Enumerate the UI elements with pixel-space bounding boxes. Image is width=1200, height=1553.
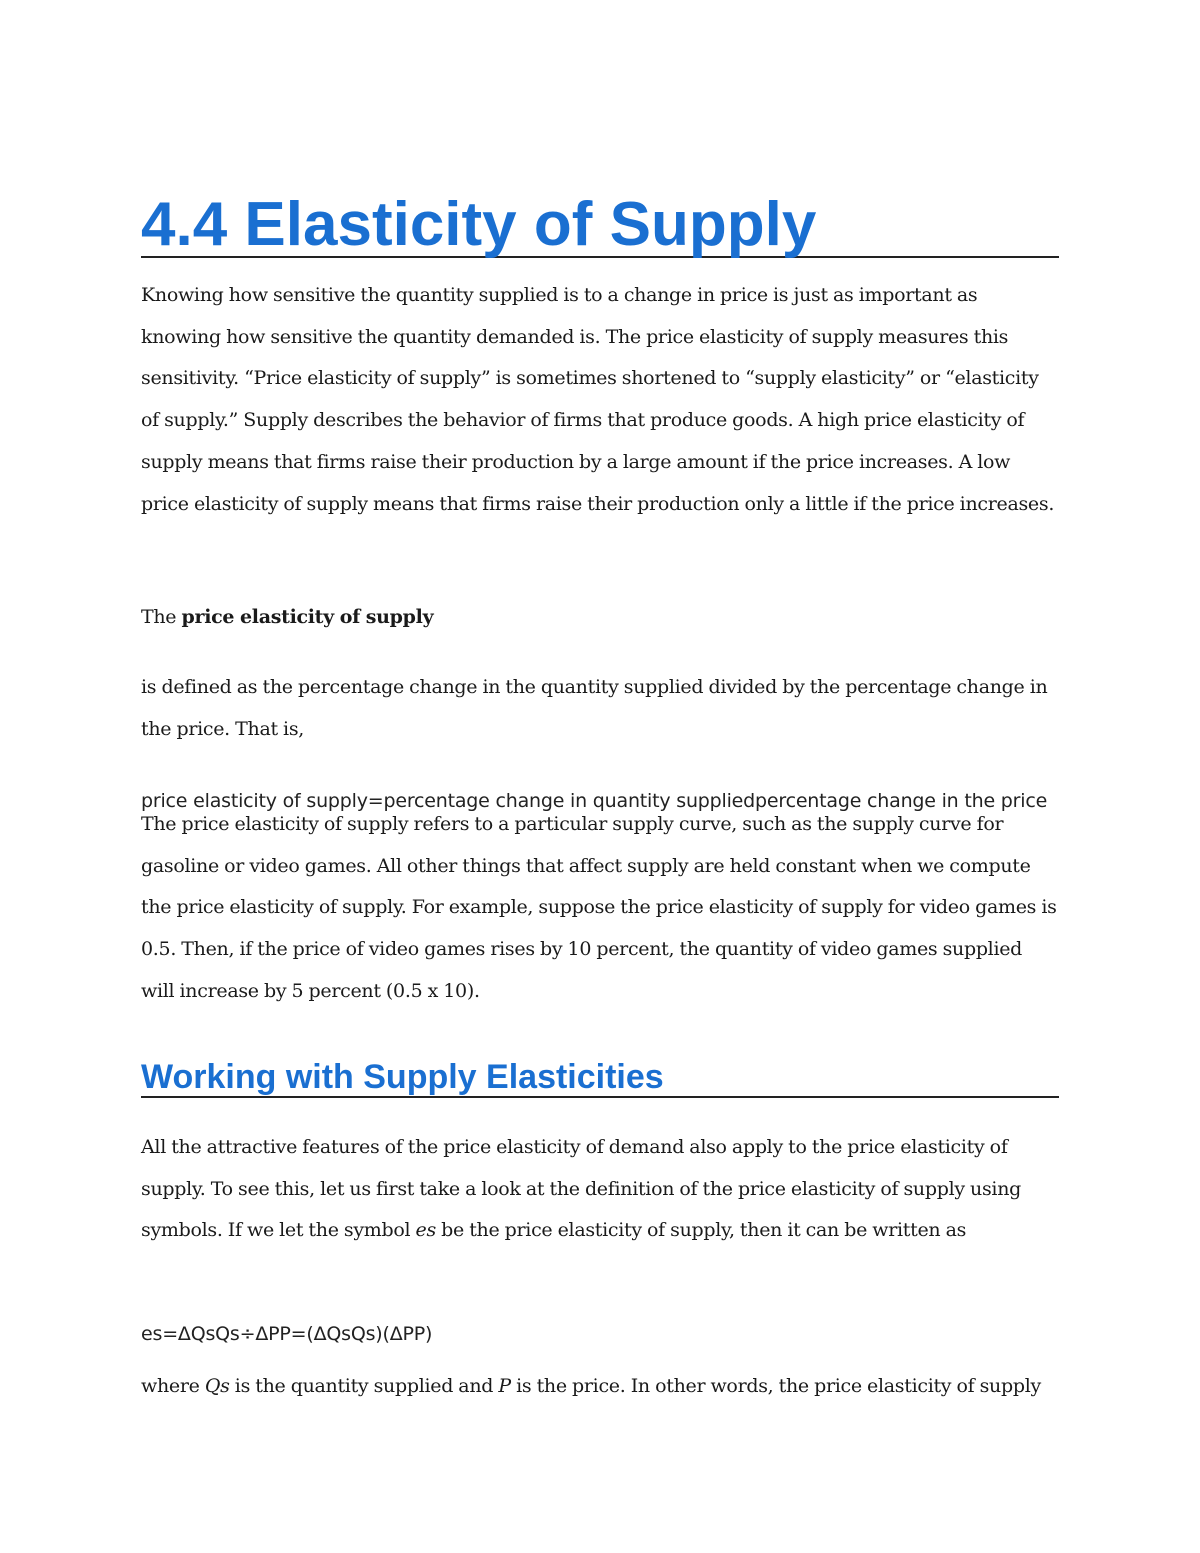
where-text-a: where bbox=[141, 1375, 205, 1397]
intro-paragraph: Knowing how sensitive the quantity supplied is to a change in price is just as important as knowing how sensitive the quantity demanded is. The price elasticity of supply measures this sensitivity. “Price elasticity of supply” is sometimes shortened to “supply elasticity” or “elasticity of supply.” Supply describes the behavior of firms that produce goods. A high price elasticity of supply means that firms raise their production by a large amount if the price increases. A low price elasticity of supply means that firms raise their production only a little if the price increases. bbox=[141, 284, 1055, 515]
symbol-qs: Qs bbox=[204, 1375, 230, 1397]
where-text-c: is the price. In other words, the price elasticity of supply bbox=[510, 1375, 1041, 1397]
symbols-text-b: be the price elasticity of supply, then it can be written as bbox=[435, 1219, 967, 1242]
symbol-es: es bbox=[415, 1219, 436, 1242]
symbol-p: P bbox=[498, 1375, 511, 1397]
symbols-text-a: All the attractive features of the price elasticity of demand also apply to the price elasticity of supply. To see this, let us first take a look at the definition of the price elasticity of supply using symbols. If we let the symbol bbox=[141, 1136, 1021, 1242]
elasticity-formula: price elasticity of supply=percentage change in quantity suppliedpercentage change in the price bbox=[141, 790, 1048, 812]
subsection-heading: Working with Supply Elasticities bbox=[141, 1058, 1059, 1098]
symbolic-formula: es=ΔQsQs÷ΔPP=(ΔQsQs)(ΔPP) bbox=[141, 1323, 433, 1345]
definition-lead bbox=[141, 597, 1059, 639]
where-paragraph bbox=[141, 1366, 1059, 1408]
definition-lead-text: The bbox=[141, 606, 182, 628]
defined-term: price elasticity of supply bbox=[181, 606, 434, 628]
where-text-b: is the quantity supplied and bbox=[229, 1375, 499, 1397]
definition-paragraph: is defined as the percentage change in the quantity supplied divided by the percentage change in the price. That is, bbox=[141, 676, 1048, 740]
symbols-paragraph bbox=[141, 1127, 1059, 1252]
explanation-paragraph: The price elasticity of supply refers to a particular supply curve, such as the supply curve for gasoline or video games. All other things that affect supply are held constant when we compute the price elasticity of supply. For example, suppose the price elasticity of supply for video games is 0.5. Then, if the price of video games rises by 10 percent, the quantity of video games supplied will increase by 5 percent (0.5 x 10). bbox=[141, 813, 1057, 1002]
section-heading: 4.4 Elasticity of Supply bbox=[141, 192, 1059, 258]
